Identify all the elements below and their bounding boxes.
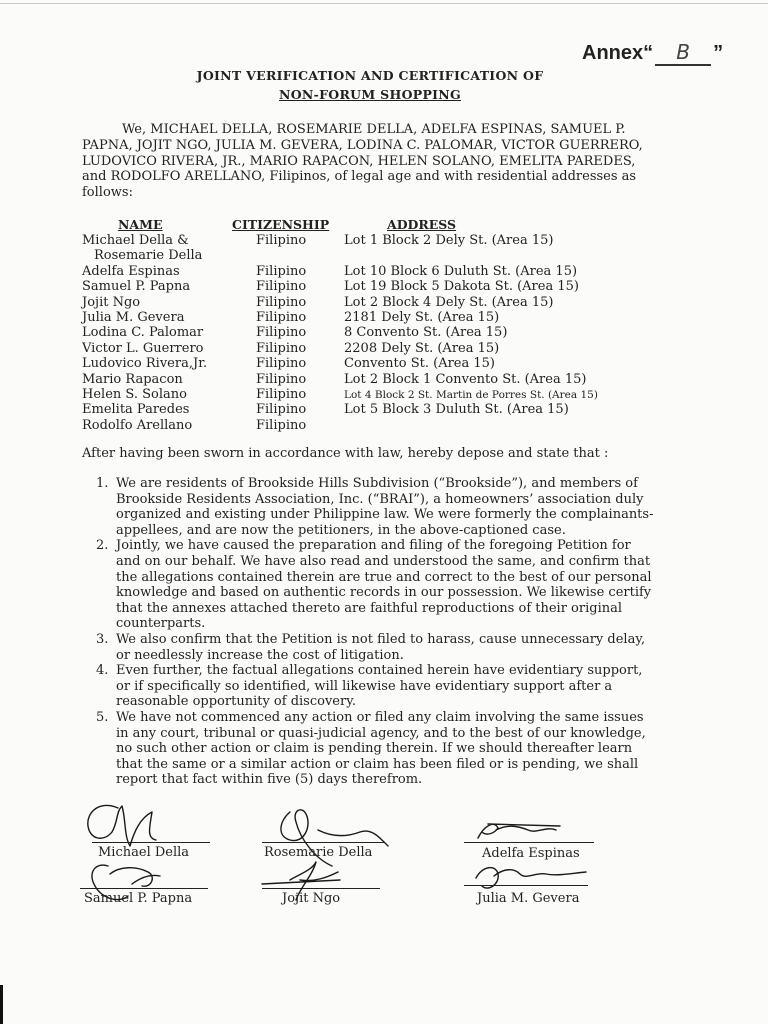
signature-line — [262, 888, 380, 889]
resident-name: Michael Della & — [82, 233, 189, 248]
column-header-citizenship: CITIZENSHIP — [232, 217, 330, 232]
resident-name: Ludovico Rivera,Jr. — [82, 356, 208, 372]
signature-adelfa-espinas — [478, 824, 560, 838]
resident-citizenship: Filipino — [256, 356, 307, 372]
resident-citizenship: Filipino — [256, 294, 307, 310]
annex-label: Annex“ B ” — [582, 40, 724, 64]
signature-line — [80, 888, 208, 889]
resident-citizenship: Filipino — [256, 310, 307, 325]
table-row — [0, 387, 768, 402]
column-header-name: NAME — [118, 217, 163, 232]
table-row — [0, 402, 768, 417]
resident-address: Lot 1 Block 2 Dely St. (Area 15) — [344, 233, 554, 248]
resident-name: Jojit Ngo — [82, 294, 141, 310]
resident-citizenship: Filipino — [256, 371, 307, 387]
resident-name: Mario Rapacon — [82, 371, 183, 387]
signatory-name: Adelfa Espinas — [482, 846, 580, 861]
table-row — [0, 264, 768, 279]
table-row — [0, 372, 768, 387]
list-item: 2. Jointly, we have caused the preparation and filing of the foregoing Petition for and on our behalf. We have also read and understood the same, and confirm that the allegations contained therein are true and correct to the best of our personal knowledge and based on authentic records in our possession. We likewise certify that the annexes attached thereto are faithful reproductions of their original counterparts. — [96, 538, 652, 632]
table-row — [0, 248, 768, 263]
resident-citizenship: Filipino — [256, 340, 307, 356]
resident-address: Lot 10 Block 6 Duluth St. (Area 15) — [344, 263, 578, 279]
resident-name: Victor L. Guerrero — [82, 340, 204, 356]
signatory-name: Samuel P. Papna — [84, 891, 193, 906]
list-item: 4. Even further, the factual allegations contained herein have evidentiary support, or if specifically so identified, will likewise have evidentiary support after a reasonable opportunity of discovery. — [96, 663, 643, 710]
resident-citizenship: Filipino — [256, 263, 307, 279]
table-row — [0, 279, 768, 294]
annex-letter: B — [655, 40, 711, 66]
signatory-name: Julia M. Gevera — [477, 891, 580, 906]
signature-line — [464, 842, 594, 843]
table-row — [0, 325, 768, 340]
resident-citizenship: Filipino — [256, 233, 307, 248]
signature-michael-della — [88, 805, 156, 846]
signatory-name: Jojit Ngo — [282, 891, 341, 906]
signature-line — [262, 842, 384, 843]
resident-name: Adelfa Espinas — [82, 263, 180, 279]
resident-citizenship: Filipino — [256, 417, 307, 433]
table-row — [0, 418, 768, 433]
resident-address: Lot 5 Block 3 Duluth St. (Area 15) — [344, 402, 569, 418]
list-item: 1. We are residents of Brookside Hills Subdivision (“Brookside”), and members of Brookside Residents Association, Inc. (“BRAI”), a homeowners’ association duly organized and existing under Philippine law. We were formerly the complainants-appellees, and are now the petitioners, in the above-captioned case. — [96, 476, 654, 538]
intro-paragraph: We, MICHAEL DELLA, ROSEMARIE DELLA, ADELFA ESPINAS, SAMUEL P. PAPNA, JOJIT NGO, JULIA M. GEVERA, LODINA C. PALOMAR, VICTOR GUERRERO, LUDOVICO RIVERA, JR., MARIO RAPACON, HELEN SOLANO, EMELITA PAREDES, and RODOLFO ARELLANO, Filipinos, of legal age and with residential addresses as follows: — [82, 122, 643, 201]
document-subtitle: NON-FORUM SHOPPING — [278, 87, 462, 102]
statements-list — [96, 476, 656, 788]
resident-address: Lot 4 Block 2 St. Martin de Porres St. (Area 15) — [344, 389, 598, 401]
resident-address: 8 Convento St. (Area 15) — [344, 325, 508, 341]
resident-name: Emelita Paredes — [82, 402, 190, 418]
resident-name: Julia M. Gevera — [82, 310, 185, 325]
resident-citizenship: Filipino — [256, 402, 307, 418]
list-item: 3. We also confirm that the Petition is not filed to harass, cause unnecessary delay, or needlessly increase the cost of litigation. — [96, 631, 646, 663]
table-row — [0, 356, 768, 371]
scan-edge-mark — [0, 985, 3, 1024]
resident-name: Samuel P. Papna — [82, 279, 191, 295]
table-row — [0, 233, 768, 248]
column-header-address: ADDRESS — [387, 217, 457, 232]
scan-edge-line — [0, 3, 768, 4]
resident-address: Convento St. (Area 15) — [344, 356, 495, 372]
signatory-name: Rosemarie Della — [264, 845, 373, 860]
resident-name: Helen S. Solano — [82, 387, 187, 402]
resident-citizenship: Filipino — [256, 279, 307, 295]
signature-line — [464, 885, 588, 886]
signatory-name: Michael Della — [98, 845, 190, 860]
annex-text: Annex — [582, 42, 644, 64]
resident-citizenship: Filipino — [256, 387, 307, 402]
table-row — [0, 295, 768, 310]
signature-line — [92, 842, 210, 843]
resident-address: Lot 2 Block 1 Convento St. (Area 15) — [344, 371, 587, 387]
list-item: 5. We have not commenced any action or filed any claim involving the same issues in any court, tribunal or quasi-judicial agency, and to the best of our knowledge, no such other action or claim is pending therein. If we should thereafter learn that the same or a similar action or claim has been filed or is pending, we shall report that fact within five (5) days therefrom. — [96, 709, 646, 788]
table-row — [0, 341, 768, 356]
document-title: JOINT VERIFICATION AND CERTIFICATION OF — [196, 68, 544, 83]
resident-name: Rodolfo Arellano — [82, 417, 193, 433]
resident-address: 2181 Dely St. (Area 15) — [344, 310, 500, 325]
sworn-statement: After having been sworn in accordance with law, hereby depose and state that : — [82, 446, 609, 461]
resident-address: Lot 19 Block 5 Dakota St. (Area 15) — [344, 279, 579, 295]
resident-address: 2208 Dely St. (Area 15) — [344, 340, 500, 356]
resident-citizenship: Filipino — [256, 325, 307, 341]
table-row — [0, 310, 768, 325]
resident-address: Lot 2 Block 4 Dely St. (Area 15) — [344, 294, 554, 310]
resident-name: Lodina C. Palomar — [82, 325, 204, 341]
resident-name: Rosemarie Della — [94, 248, 203, 264]
